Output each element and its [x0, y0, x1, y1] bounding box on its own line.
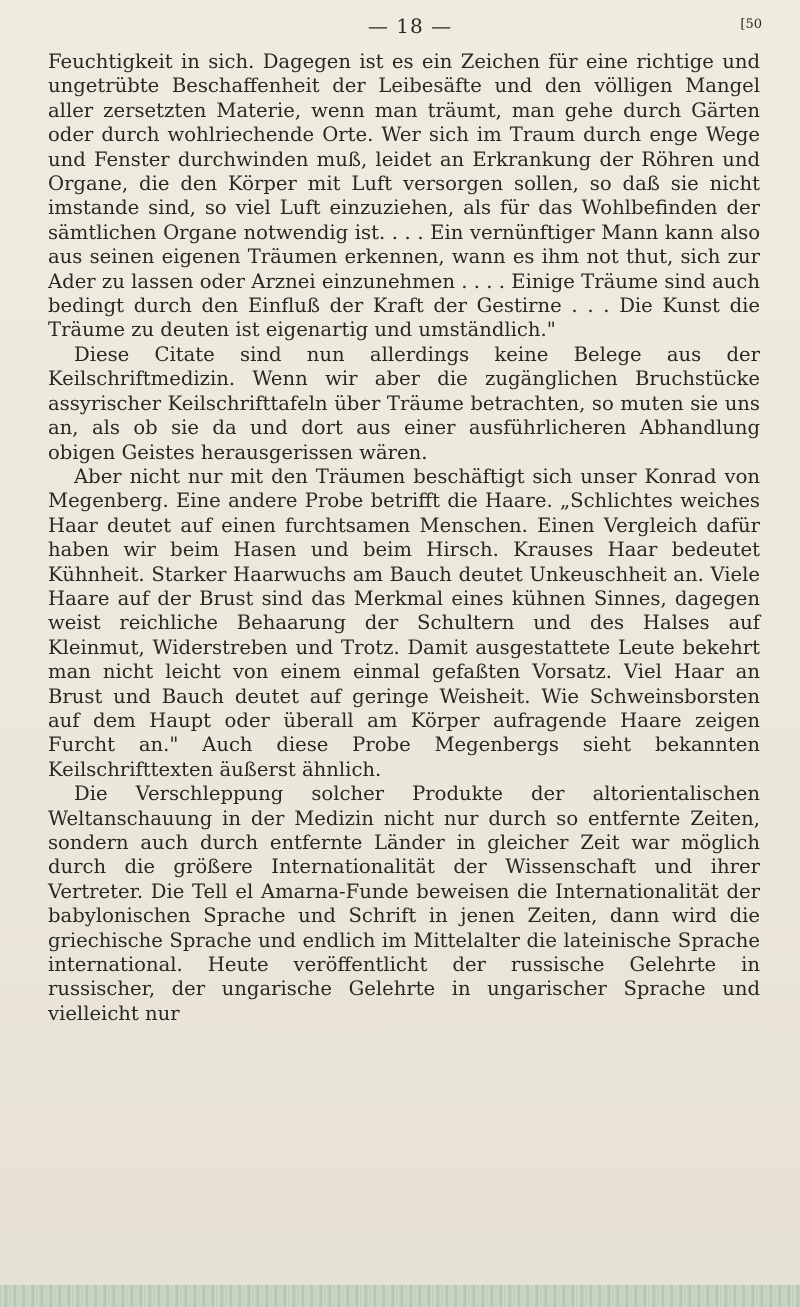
paragraph: Die Verschleppung solcher Produkte der altorientalischen Weltanschauung in der Medizin nicht nur durch so entfernte Zeiten, sondern auch durch entfernte Länder in gleicher Zeit war möglich durch die größere Internationalität der Wissenschaft und ihrer Vertreter. Die Tell el Amarna-Funde beweisen die Internationalität der babylonischen Sprache und Schrift in jenen Zeiten, dann wird die griechische Sprache und endlich im Mittelalter die lateinische Sprache international. Heute veröffentlicht der russische Gelehrte in russischer, der ungarische Gelehrte in ungarischer Sprache und vielleicht nur	[48, 782, 760, 1025]
paragraph: Aber nicht nur mit den Träumen beschäftigt sich unser Konrad von Megenberg. Eine andere Probe betrifft die Haare. „Schlichtes weiches Haar deutet auf einen furchtsamen Menschen. Einen Vergleich dafür haben wir beim Hasen und beim Hirsch. Krauses Haar bedeutet Kühnheit. Starker Haarwuchs am Bauch deutet Unkeuschheit an. Viele Haare auf der Brust sind das Merkmal eines kühnen Sinnes, dagegen weist reichliche Behaarung der Schultern und des Halses auf Kleinmut, Widerstreben und Trotz. Damit ausgestattete Leute bekehrt man nicht leicht von einem einmal gefaßten Vorsatz. Viel Haar an Brust und Bauch deutet auf geringe Weisheit. Wie Schweinsborsten auf dem Haupt oder überall am Körper aufragende Haare zeigen Furcht an." Auch diese Probe Megenbergs sieht bekannten Keilschrifttexten äußerst ähnlich.	[48, 464, 760, 781]
page-header	[60, 14, 760, 40]
page-edge-strip	[0, 1285, 800, 1307]
body-text	[48, 50, 760, 1026]
paragraph: Feuchtigkeit in sich. Dagegen ist es ein Zeichen für eine richtige und ungetrübte Beschaffenheit der Leibesäfte und den völligen Mangel aller zersetzten Materie, wenn man träumt, man gehe durch Gärten oder durch wohlriechende Orte. Wer sich im Traum durch enge Wege und Fenster durchwinden muß, leidet an Erkrankung der Röhren und Organe, die den Körper mit Luft versorgen sollen, so daß sie nicht imstande sind, so viel Luft einzuziehen, als für das Wohlbefinden der sämtlichen Organe notwendig ist. . . . Ein vernünftiger Mann kann also aus seinen eigenen Träumen erkennen, wann es ihm not thut, sich zur Ader zu lassen oder Arznei einzunehmen . . . . Einige Träume sind auch bedingt durch den Einfluß der Kraft der Gestirne . . . Die Kunst die Träume zu deuten ist eigenartig und umständlich."	[48, 50, 760, 342]
page-number: — 18 —	[367, 14, 453, 38]
section-mark: [50	[740, 17, 762, 32]
paragraph: Diese Citate sind nun allerdings keine Belege aus der Keilschriftmedizin. Wenn wir aber die zugänglichen Bruchstücke assyrischer Keilschrifttafeln über Träume betrachten, so muten sie uns an, als ob sie da und dort aus einer ausführlicheren Abhandlung obigen Geistes herausgerissen wären.	[48, 342, 760, 464]
